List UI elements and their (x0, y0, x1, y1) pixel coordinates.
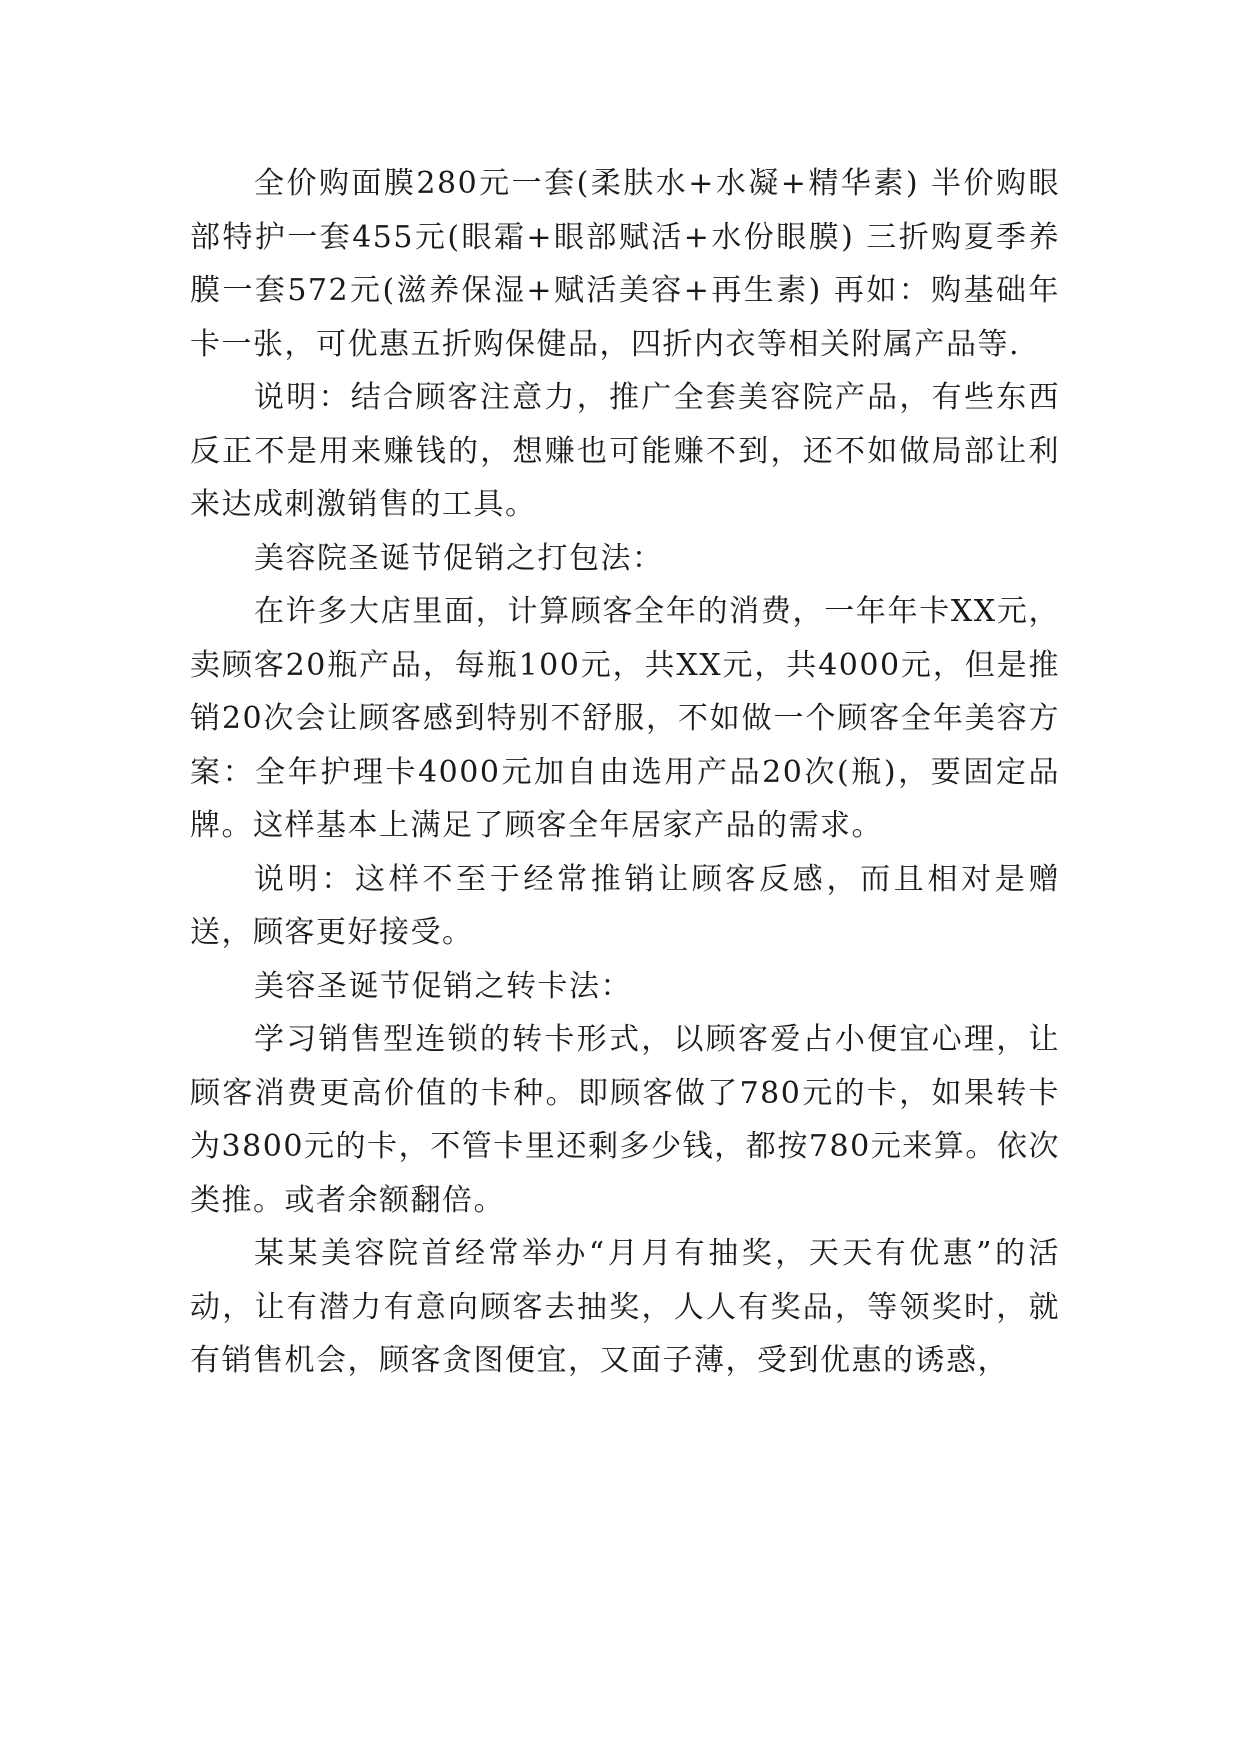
paragraph-explanation-1: 说明：结合顾客注意力，推广全套美容院产品，有些东西反正不是用来赚钱的，想赚也可能赚不到，还不如做局部让利来达成刺激销售的工具。 (190, 380, 1060, 522)
paragraph-explanation-2: 说明：这样不至于经常推销让顾客反感，而且相对是赠送，顾客更好接受。 (190, 861, 1060, 950)
paragraph-lottery-activity: 某某美容院首经常举办“月月有抽奖，天天有优惠”的活动，让有潜力有意向顾客去抽奖，人人有奖品，等领奖时，就有销售机会，顾客贪图便宜，又面子薄，受到优惠的诱惑， (190, 1236, 1060, 1378)
section-heading-bundle-method: 美容院圣诞节促销之打包法： (254, 540, 664, 576)
paragraph-bundle-method: 在许多大店里面，计算顾客全年的消费，一年年卡XX元，卖顾客20瓶产品，每瓶100元，共XX元，共4000元，但是推销20次会让顾客感到特别不舒服，不如做一个顾客全年美容方案：全年护理卡4000元加自由选用产品20次(瓶)，要固定品牌。这样基本上满足了顾客全年居家产品的需求。 (190, 594, 1060, 843)
section-heading-card-transfer: 美容圣诞节促销之转卡法： (254, 968, 632, 1004)
paragraph-card-transfer: 学习销售型连锁的转卡形式，以顾客爱占小便宜心理，让顾客消费更高价值的卡种。即顾客做了780元的卡，如果转卡为3800元的卡，不管卡里还剩多少钱，都按780元来算。依次类推。或者余额翻倍。 (190, 1022, 1060, 1218)
paragraph-promotion-offers: 全价购面膜280元一套(柔肤水+水凝+精华素) 半价购眼部特护一套455元(眼霜+眼部赋活+水份眼膜) 三折购夏季养膜一套572元(滋养保湿+赋活美容+再生素) 再如：购基础年卡一张，可优惠五折购保健品，四折内衣等相关附属产品等. (190, 166, 1060, 362)
document-body (190, 157, 1060, 1388)
